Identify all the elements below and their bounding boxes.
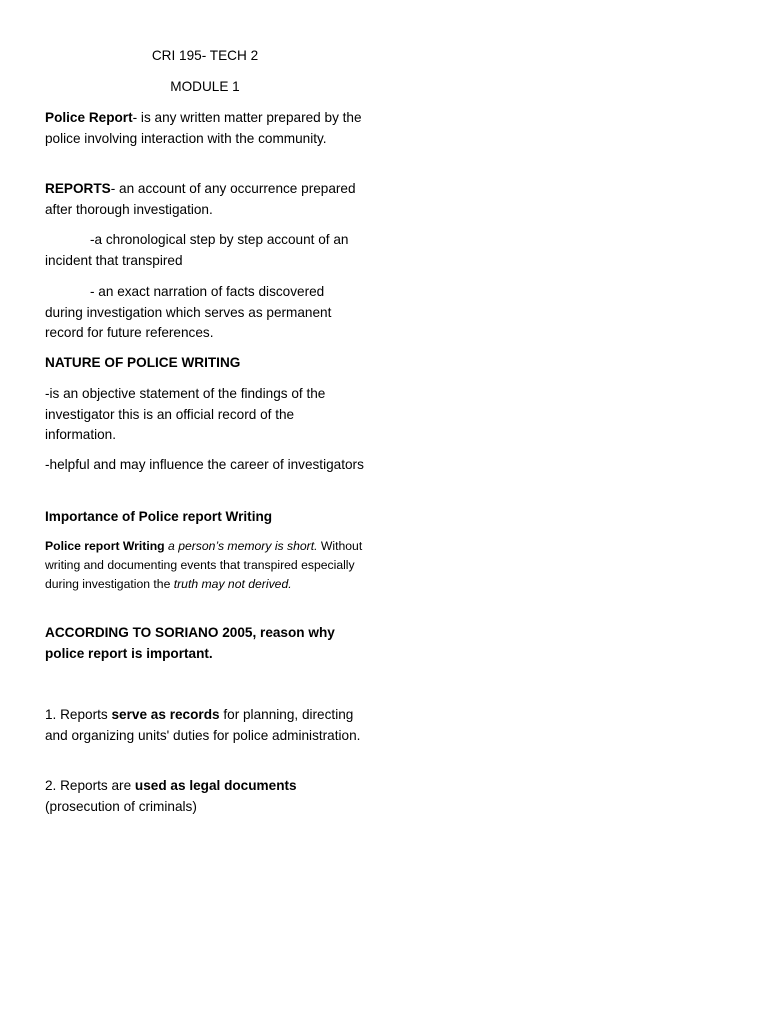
reports-point-2-first: - an exact narration of facts discovered bbox=[90, 284, 325, 299]
police-report-text: - is any written matter prepared by the police involving interaction with the community. bbox=[45, 110, 362, 146]
reason-1-post: for planning, directing and organizing units' duties for police administration. bbox=[45, 707, 361, 743]
soriano-heading: ACCORDING TO SORIANO 2005, reason why police report is important. bbox=[45, 625, 335, 661]
reason-2-bold: used as legal documents bbox=[134, 778, 297, 793]
importance-tail-italic: truth may not derived. bbox=[173, 577, 292, 591]
module-title: MODULE 1 bbox=[170, 79, 240, 94]
reason-1-pre: 1. Reports bbox=[45, 707, 112, 722]
reason-1 bbox=[45, 705, 365, 746]
reports-text: - an account of any occurrence prepared after thorough investigation. bbox=[45, 181, 356, 217]
police-report-term: Police Report bbox=[45, 110, 133, 125]
reports-point-2-rest: during investigation which serves as permanent record for future references. bbox=[45, 304, 332, 340]
reason-2-post: (prosecution of criminals) bbox=[45, 798, 197, 814]
police-report-definition bbox=[45, 108, 365, 149]
importance-lead-bold: Police report Writing bbox=[45, 539, 165, 553]
course-title: CRI 195- TECH 2 bbox=[151, 48, 259, 63]
nature-point-1: -is an objective statement of the findings of the investigator this is an official record of the information. bbox=[45, 386, 326, 442]
importance-paragraph bbox=[45, 537, 365, 594]
reports-point-2 bbox=[45, 282, 365, 344]
reports-term: REPORTS bbox=[45, 181, 111, 196]
nature-point-2: -helpful and may influence the career of investigators bbox=[45, 457, 364, 472]
reports-point-1-rest: incident that transpired bbox=[45, 252, 183, 268]
reports-point-1-first: -a chronological step by step account of an bbox=[90, 232, 349, 247]
reason-2-pre: 2. Reports are bbox=[45, 778, 135, 793]
nature-heading: NATURE OF POLICE WRITING bbox=[45, 355, 241, 370]
reports-point-1 bbox=[45, 230, 365, 271]
reason-1-bold: serve as records bbox=[111, 707, 220, 722]
importance-body: Without writing and documenting events that transpired especially during investigation the bbox=[45, 539, 363, 591]
reason-2 bbox=[45, 776, 365, 817]
reports-definition bbox=[45, 179, 365, 220]
importance-lead-italic: a person’s memory is short. bbox=[164, 539, 318, 553]
importance-heading: Importance of Police report Writing bbox=[45, 509, 273, 524]
